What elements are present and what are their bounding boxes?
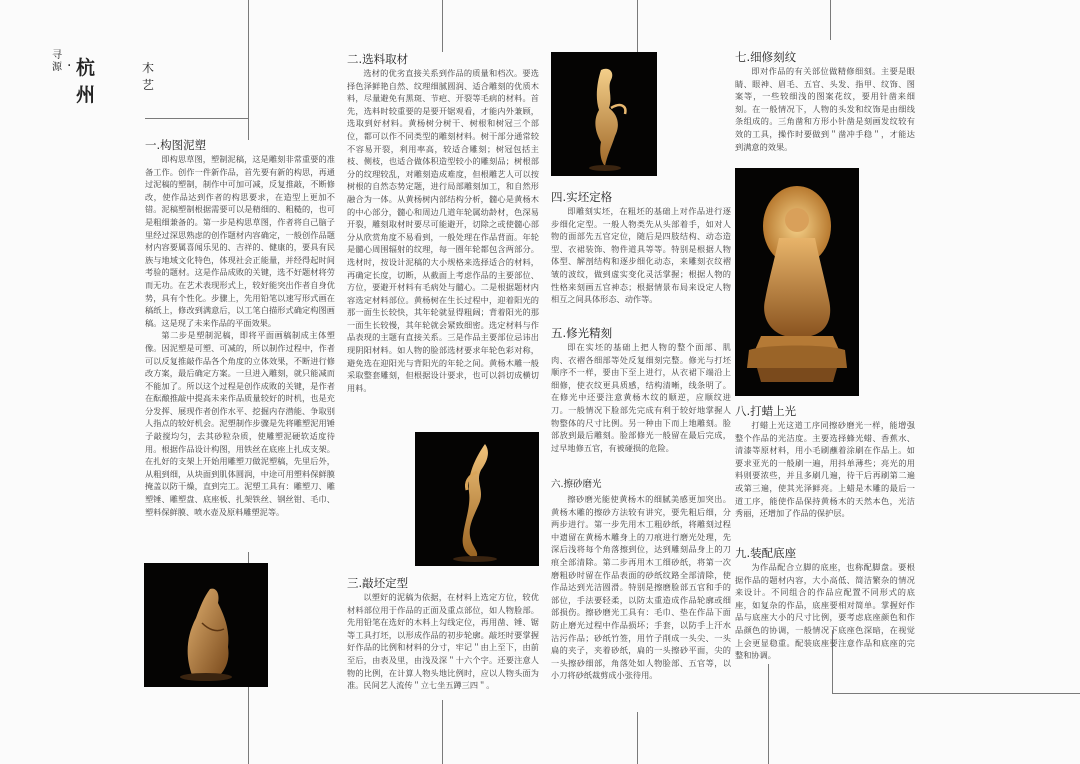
section-paragraph: 即雕刻实坯，在粗坯的基础上对作品进行逐步细化定型。一般人物类先从头部着手，如对人物的面部先五官定位，随后是四肢结构、动态造型、衣裙装饰、物件道具等等。特别是根据人物体型、解剖结构和逐步细化动态，来雕刻衣纹褶皱的波纹，做到虚实变化灵活掌握；根据人物的性格来刻画五官神态；根据情景布局来设定人物相互之间具体形态、动作等。	[551, 206, 731, 305]
section-material-selection	[347, 52, 539, 394]
section-paragraph: 选材的优劣直接关系到作品的质量和档次。要选择色泽鲜艳自然、纹理细腻圆润、适合雕刻的优质木料，尽量避免有黑斑、节疤、开裂等毛病的材料。首先，选料时较重要的是要开锯观看，才能内外兼顾，选取到好材料。黄杨树分树干、树根和树冠三个部位，都可以作不同类型的雕刻材料。树干部分通常较不容易开裂，利用率高，较适合雕刻；树冠包括主枝、侧枝，也适合做体积造型较小的雕刻品；树根部分的纹理较乱，对雕刻造成难度，但根雕艺人可以按树根的自然态势定题，进行局部雕刻加工，和自然形融合为一体。从黄杨树内部结构分析，髓心是黄杨木的中心部分，髓心和周边几道年轮属幼龄材，色深易开裂，雕刻取材时要尽可能避开，切除之或使髓心部分从欣赏角度不易看到，一般处理在作品背面。年轮是髓心周围辐射的纹理，每一圈年轮都包含两部分。选材时，按设计泥稿的大小规格来选择适合的材料，再确定长度，切断，从截面上考虑作品的主要部位、方位，要避开材料有毛病处与髓心。二是根据题材内容选定材料部位。黄杨树在生长过程中，迎着阳光的那一面生长较快，其年轮就显得粗阔；背着阳光的那一面生长较慢，其年轮就会紧致细密。选定材料与作品表现的主题有直接关系。三是作品主要部位忌讳出现阴阳材料。如人物的脸部选材要求年轮色彩对称，避免选在迎阳光与背阳光的年轮之间。黄杨木雕一般采取整套雕刻，但根据设计要求，也可以斜切成横切用料。	[347, 68, 539, 393]
section-paragraph: 即对作品的有关部位做精修细刻。主要是眼睛、眼神、眉毛、五官、头发、指甲、纹饰、图案等，一些较细浅的图案花纹，要用针凿来细刻。在一般情况下，人物的头发和纹饰是由细线条组成的。三角凿和方形小针凿是刻画发纹较有效的工具，操作时要做到＂凿冲手稳＂，才能达到满意的效果。	[735, 66, 915, 152]
section-solid-shaping	[551, 190, 731, 306]
section-waxing	[735, 404, 915, 520]
section-paragraph: 为作品配合立脚的底座，也称配脚盘。要根据作品的题材内容，大小高低、简洁繁杂的情况来设计。不同组合的作品应配置不同形式的底座，如复杂的作品，底座要相对简单。掌握好作品与底座大小的尺寸比例，要考虑底座颜色和作品颜色的协调，一般情况下底座色深暗，在视觉上会更显稳重。配装底座要注意作品和底座的完整和协调。	[735, 562, 915, 661]
section-title: 二.选料取材	[347, 52, 409, 66]
section-title: 一.构图泥塑	[145, 138, 207, 152]
section-detail-engraving	[735, 50, 915, 153]
section-title: 五.修光精刻	[551, 326, 613, 340]
rule	[442, 700, 443, 764]
section-rough-shaping	[347, 576, 539, 692]
phoenix-carving-photo	[551, 52, 657, 176]
carved-figure-photo	[144, 563, 268, 687]
section-title: 四.实坯定格	[551, 190, 613, 204]
section-paragraph: 即在实坯的基础上把人物的整个面部、肌肉、衣褶各细部等处反复细刻完整。修光与打坯顺序不一样，要由下至上进行，从衣裙下端沿上细修，使衣纹更具质感，结构清晰，线条明了。在修光中还要注意黄杨木纹的顺逆，应顺纹进刀。一般情况下脸部先完成有利于较好地掌握人物整体的尺寸比例。另一种由下而上地雕刻。脸部放到最后雕刻。脸部修光一般留在最后完成，过早地修五官，有被碰损的危险。	[551, 342, 731, 453]
rule	[442, 0, 443, 52]
section-title: 九.装配底座	[735, 546, 797, 560]
section-title: 三.敲坯定型	[347, 576, 409, 590]
section-composition	[145, 138, 335, 518]
section-paragraph: 即构思草图，塑制泥稿，这是雕刻非常重要的准备工作。创作一件新作品，首先要有新的构思，再通过泥稿的塑制，制作中可加可减，反复推敲，不断修改，使作品达到作者的构思要求，在造型上更加不错。泥稿塑制根据需要可以是精细的、粗糙的，也可是粗细兼备的。第一步是构思草图，作者将自己脑子里经过深思熟虑的创作题材内容确定，一般创作品题材内容要属喜闻乐见的、吉祥的、健康的，要具有民族与地域文化特色，体现社会正能量，并经得起时间考验的题材。这是作品成败的关键，选不好题材将劳而无功。在艺术表现形式上，较好能突出作者自身优势，具有个性化。步骤上，先用铅笔以速写形式画在稿纸上，修改到满意后，以工笔白描形式确定构图画稿。这是现了未来作品的平面效果。	[145, 154, 335, 328]
section-title: 六.擦砂磨光	[551, 479, 602, 490]
guanyin-carving-photo	[735, 168, 859, 396]
brand-sub: 木艺	[142, 61, 155, 92]
brand-dot: ·	[67, 58, 72, 74]
section-paragraph: 第二步是塑制泥稿，即将平面画稿制成主体塑像。因泥塑是可塑、可减的，所以制作过程中，作者可以反复推敲作品各个角度的立体效果，不断进行修改方案，最后确定方案。一旦进入雕刻，就只能减而不能加了。所以这个过程是创作成败的关键，是作者在酝酿推敲中提高未来作品质量较好的时机，也是充分发挥、展现作者创作水平、挖掘内存潜能、争取别人指点的较好机会。泥塑制作步骤是先将雕塑泥用锤子敲搅均匀，去其砂粒杂质，使雕塑泥硬软适度待用。根据作品设计构图，用铁丝在底座上扎成支架。在扎好的支架上开始用雕塑刀做泥塑稿，先里后外，从粗到细，从块面到肌体圆润，中途可用塑料保鲜膜掩盖以防干燥，直到完工。泥塑工具有：雕塑刀、雕塑锤、雕塑盘、底座板、扎架铁丝、钢丝钳、毛巾、塑料保鲜膜、喷水壶及原料雕塑泥等。	[145, 330, 335, 517]
section-paragraph: 以塑好的泥稿为依据，在材料上选定方位，较优材料部位用于作品的正面及重点部位，如人物脸部。先用铅笔在选好的木料上勾线定位，再用凿、锤、锯等工具打坯，以形成作品的初步轮廓。敲坯时要掌握好作品的比例和材料的分寸，牢记＂由上至下，由前至后，由表及里，由浅及深＂十六个字。还要注意人物的比例，在计算人物头地比例时，应以人物头面为准。民间艺人流传＂立七坐五蹲三四＂。	[347, 592, 539, 691]
rule	[248, 0, 249, 140]
section-title: 八.打蜡上光	[735, 404, 797, 418]
brand-small-text: 寻源	[52, 50, 62, 73]
rule	[637, 0, 638, 52]
section-paragraph: 打蜡上光这道工序同擦砂磨光一样，能增强整个作品的光洁度。主要选择蜂光蜡、香蕉水、清漆等原材料，用小毛刷蘸着涂刷在作品上。如要求亚光的一般刷一遍，用抖单薄些；亮光的用料则要浓些，并且多刷几遍，待干后再刷第二遍或第三遍，使其光泽鲜亮。上蜡是木雕的最后一道工序，能使作品保持黄杨木的天然本色，光洁秀丽，还增加了作品的保护层。	[735, 420, 915, 519]
rule	[637, 712, 638, 764]
rule	[830, 0, 831, 40]
flowing-figure-carving-photo	[415, 432, 539, 566]
section-title: 七.细修刻纹	[735, 50, 797, 64]
section-sanding	[551, 478, 731, 682]
section-fine-carving	[551, 326, 731, 454]
section-base-fitting	[735, 546, 915, 662]
brand-city: 杭州	[76, 57, 97, 106]
rule	[768, 664, 769, 764]
rule	[832, 693, 1080, 694]
rule	[145, 118, 249, 119]
section-paragraph: 擦砂磨光能使黄杨木的细腻美感更加突出。黄杨木雕的擦砂方法较有讲究，要先粗后细，分两步进行。第一步先用木工粗砂纸，将雕刻过程中遗留在黄杨木雕身上的刀痕进行磨光处理，先深后浅将每个角落擦到位，达到雕刻品身上的刀痕全部清除。第二步再用木工细砂纸，将第一次磨粗砂时留在作品表面的砂纸纹路全部清除，使作品达到光洁圆滑。特别是擦磨脸部五官和手的部位，手法要轻柔，以防太重造成作品轮廓或细部损伤。擦砂磨光工具有：毛巾、垫在作品下面防止磨光过程中作品损坏；手套，以防手上汗水沾污作品；砂纸竹签，用竹子削成一头尖、一头扁的夹子，夹着砂纸，扁的一头擦砂平面，尖的一头擦砂细部，角落处如人物脸部、五官等，以小刀将砂纸裁剪成小张待用。	[551, 494, 731, 681]
